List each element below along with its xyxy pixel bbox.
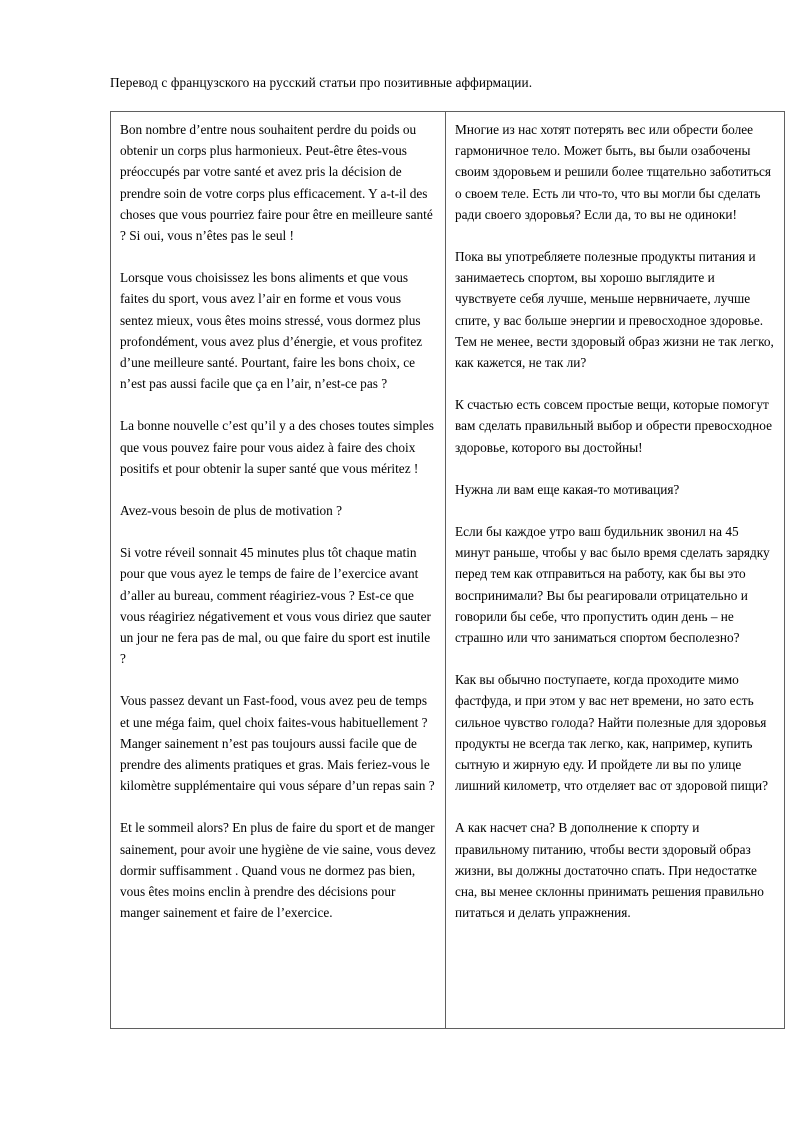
table-row xyxy=(111,112,785,1029)
target-language-cell xyxy=(446,112,785,1029)
source-language-cell xyxy=(111,112,446,1029)
source-paragraph: Lorsque vous choisissez les bons aliments et que vous faites du sport, vous avez l’air en forme et vous vous sentez mieux, vous êtes moins stressé, vous dormez plus profondément, vous avez plus d’énergie, et vous profitez d’une meilleure santé. Pourtant, faire les bons choix, ce n’est pas aussi facile que ça en l’air, n’est-ce pas ? xyxy=(120,270,423,392)
target-paragraph: К счастью есть совсем простые вещи, которые помогут вам сделать правильный выбор и обрести превосходное здоровье, которого вы достойны! xyxy=(455,397,773,455)
target-paragraph: Как вы обычно поступаете, когда проходите мимо фастфуда, и при этом у вас нет времени, но зато есть сильное чувство голода? Найти полезные для здоровья продукты не всегда так легко, как, например, купить сытную и жирную еду. И пройдете ли вы по улице лишний километр, что отделяет вас от здоровой пищи? xyxy=(455,672,769,794)
target-paragraph: Если бы каждое утро ваш будильник звонил на 45 минут раньше, чтобы у вас было время сделать зарядку перед тем как отправиться на работу, как бы вы это воспринимали? Вы бы реагировали отрицательно и говорили бы себе, что пропустить один день – не страшно или что заниматься спортом бесполезно? xyxy=(455,524,770,646)
source-paragraph: Vous passez devant un Fast-food, vous avez peu de temps et une méga faim, quel choix faites-vous habituellement ? Manger sainement n’est pas toujours aussi facile que de prendre des aliments pratiques et gras. Mais feriez-vous le kilomètre supplémentaire qui vous sépare d’un repas sain ? xyxy=(120,693,435,794)
source-paragraph: La bonne nouvelle c’est qu’il y a des choses toutes simples que vous pouvez faire pour vous aidez à faire des choix positifs et pour obtenir la super santé que vous méritez ! xyxy=(120,418,434,476)
source-paragraph: Si votre réveil sonnait 45 minutes plus tôt chaque matin pour que vous ayez le temps de faire de l’exercice avant d’aller au bureau, comment réagiriez-vous ? Est-ce que vous réagiriez négativement et vous vous diriez que sauter un jour ne fera pas de mal, ou que faire du sport est inutile ? xyxy=(120,545,431,667)
source-paragraph: Et le sommeil alors? En plus de faire du sport et de manger sainement, pour avoir une hygiène de vie saine, vous devez dormir suffisamment . Quand vous ne dormez pas bien, vous êtes moins enclin à prendre des décisions pour manger sainement et faire de l’exercice. xyxy=(120,820,436,921)
source-paragraph-list xyxy=(120,119,436,1019)
target-paragraph: Пока вы употребляете полезные продукты питания и занимаетесь спортом, вы хорошо выглядите и чувствуете себя лучше, меньше нервничаете, лучше спите, у вас больше энергии и превосходное здоровье. Тем не менее, вести здоровый образ жизни не так легко, как кажется, не так ли? xyxy=(455,249,774,371)
source-paragraph: Bon nombre d’entre nous souhaitent perdre du poids ou obtenir un corps plus harmonieux. Peut-être êtes-vous préoccupés par votre santé et avez pris la décision de prendre soin de votre corps plus efficacement. Y a-t-il des choses que vous pourriez faire pour être en meilleure santé ? Si oui, vous n’êtes pas le seul ! xyxy=(120,122,433,244)
source-paragraph: Avez-vous besoin de plus de motivation ? xyxy=(120,503,343,519)
target-paragraph: А как насчет сна? В дополнение к спорту и правильному питанию, чтобы вести здоровый образ жизни, вы должны достаточно спать. При недостатке сна, вы менее склонны принимать решения правильно питаться и делать упражнения. xyxy=(455,820,764,921)
page-title: Перевод с французского на русский статьи про позитивные аффирмации. xyxy=(110,75,533,90)
translation-table xyxy=(110,111,785,1029)
target-paragraph-list xyxy=(455,119,775,1019)
target-paragraph: Многие из нас хотят потерять вес или обрести более гармоничное тело. Может быть, вы были озабочены своим здоровьем и решили более тщательно заботиться о своем теле. Есть ли что-то, что вы могли бы сделать ради своего здоровья? Если да, то вы не одиноки! xyxy=(455,122,772,222)
target-paragraph: Нужна ли вам еще какая-то мотивация? xyxy=(455,481,680,497)
